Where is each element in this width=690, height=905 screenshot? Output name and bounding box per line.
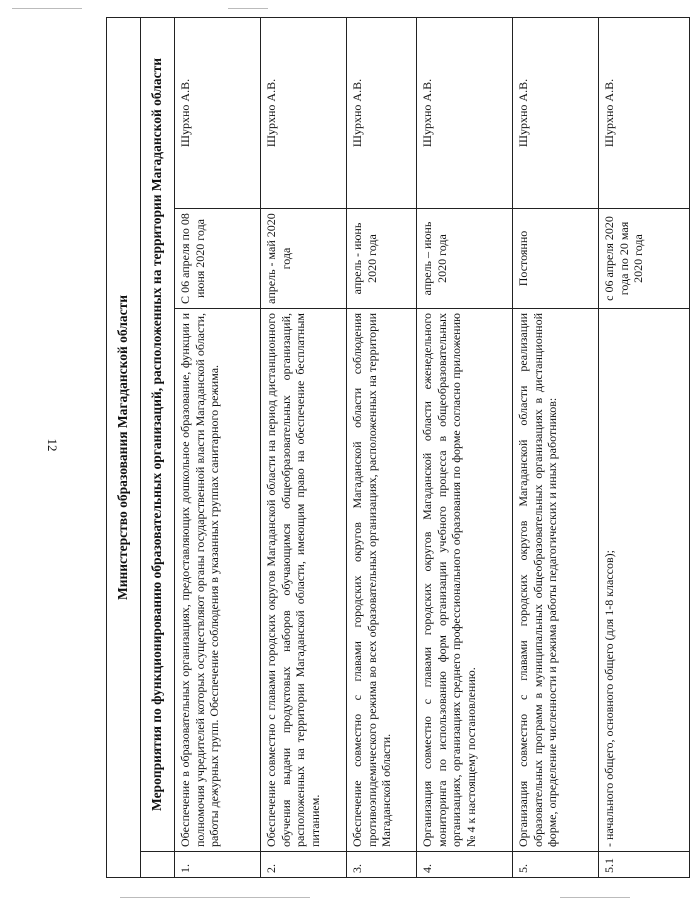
- ministry-header: Министерство образования Магаданской области: [107, 18, 141, 878]
- row-task: Обеспечение совместно с главами городских округов Магаданской области соблюдения противоэпидемического режима во всех образовательных организациях, расположенных на территории Магаданской области.: [347, 309, 417, 852]
- table-row: [347, 18, 417, 878]
- row-task: Обеспечение совместно с главами городских округов Магаданской области на период дистанционного обучения выдачи продуктовых наборов обучающимся общеобразовательных организаций, расположенных на территории Магаданской области, имеющим право на обеспечение бесплатным питанием.: [261, 309, 347, 852]
- section-header: Мероприятия по функционированию образовательных организаций, расположенных на территории Магаданской области: [141, 18, 175, 852]
- row-number: 5.: [513, 852, 599, 878]
- scan-mark-line: [12, 8, 82, 9]
- row-period: апрель - май 2020 года: [261, 209, 347, 309]
- row-period: апрель – июнь 2020 года: [417, 209, 513, 309]
- row-responsible: Шурхно А.В.: [175, 18, 261, 209]
- row-responsible: Шурхно А.В.: [599, 18, 690, 209]
- rotated-page-content: [106, 18, 690, 878]
- row-task: Обеспечение в образовательных организациях, предоставляющих дошкольное образование, функции и полномочия учредителей которых осуществляют органы государственной власти Магаданской области, работы дежурных групп. Обеспечение соблюдения в указанных группах санитарного режима.: [175, 309, 261, 852]
- row-number: 3.: [347, 852, 417, 878]
- table-row: [513, 18, 599, 878]
- measures-table: [106, 17, 690, 878]
- table-row: [175, 18, 261, 878]
- row-number: 2.: [261, 852, 347, 878]
- row-task: Организация совместно с главами городских округов Магаданской области реализации образовательных программ в муниципальных общеобразовательных организациях в дистанционной форме, определение численности и режима работы педагогических и иных работников:: [513, 309, 599, 852]
- row-number: 4.: [417, 852, 513, 878]
- scan-mark-line: [228, 8, 268, 9]
- row-number: 1.: [175, 852, 261, 878]
- row-responsible: Шурхно А.В.: [347, 18, 417, 209]
- row-responsible: Шурхно А.В.: [261, 18, 347, 209]
- ministry-header-row: [107, 18, 141, 878]
- page-number: 12: [45, 438, 60, 452]
- row-responsible: Шурхно А.В.: [417, 18, 513, 209]
- table-row: [599, 18, 690, 878]
- row-period: Постоянно: [513, 209, 599, 309]
- row-number: 5.1: [599, 852, 690, 878]
- table-row: [417, 18, 513, 878]
- section-header-row: [141, 18, 175, 878]
- row-period: с 06 апреля 2020 года по 20 мая 2020 года: [599, 209, 690, 309]
- row-task: Организация совместно с главами городских округов Магаданской области еженедельного мониторинга по использованию форм организации учебного процесса в общеобразовательных организациях, организациях среднего профессионального образования по форме согласно приложению № 4 к настоящему постановлению.: [417, 309, 513, 852]
- row-period: апрель - июнь 2020 года: [347, 209, 417, 309]
- scan-mark-line: [120, 897, 310, 898]
- table-row: [261, 18, 347, 878]
- scan-mark-line: [560, 897, 630, 898]
- row-period: С 06 апреля по 08 июня 2020 года: [175, 209, 261, 309]
- row-task: - начального общего, основного общего (для 1-8 классов);: [599, 309, 690, 852]
- row-responsible: Шурхно А.В.: [513, 18, 599, 209]
